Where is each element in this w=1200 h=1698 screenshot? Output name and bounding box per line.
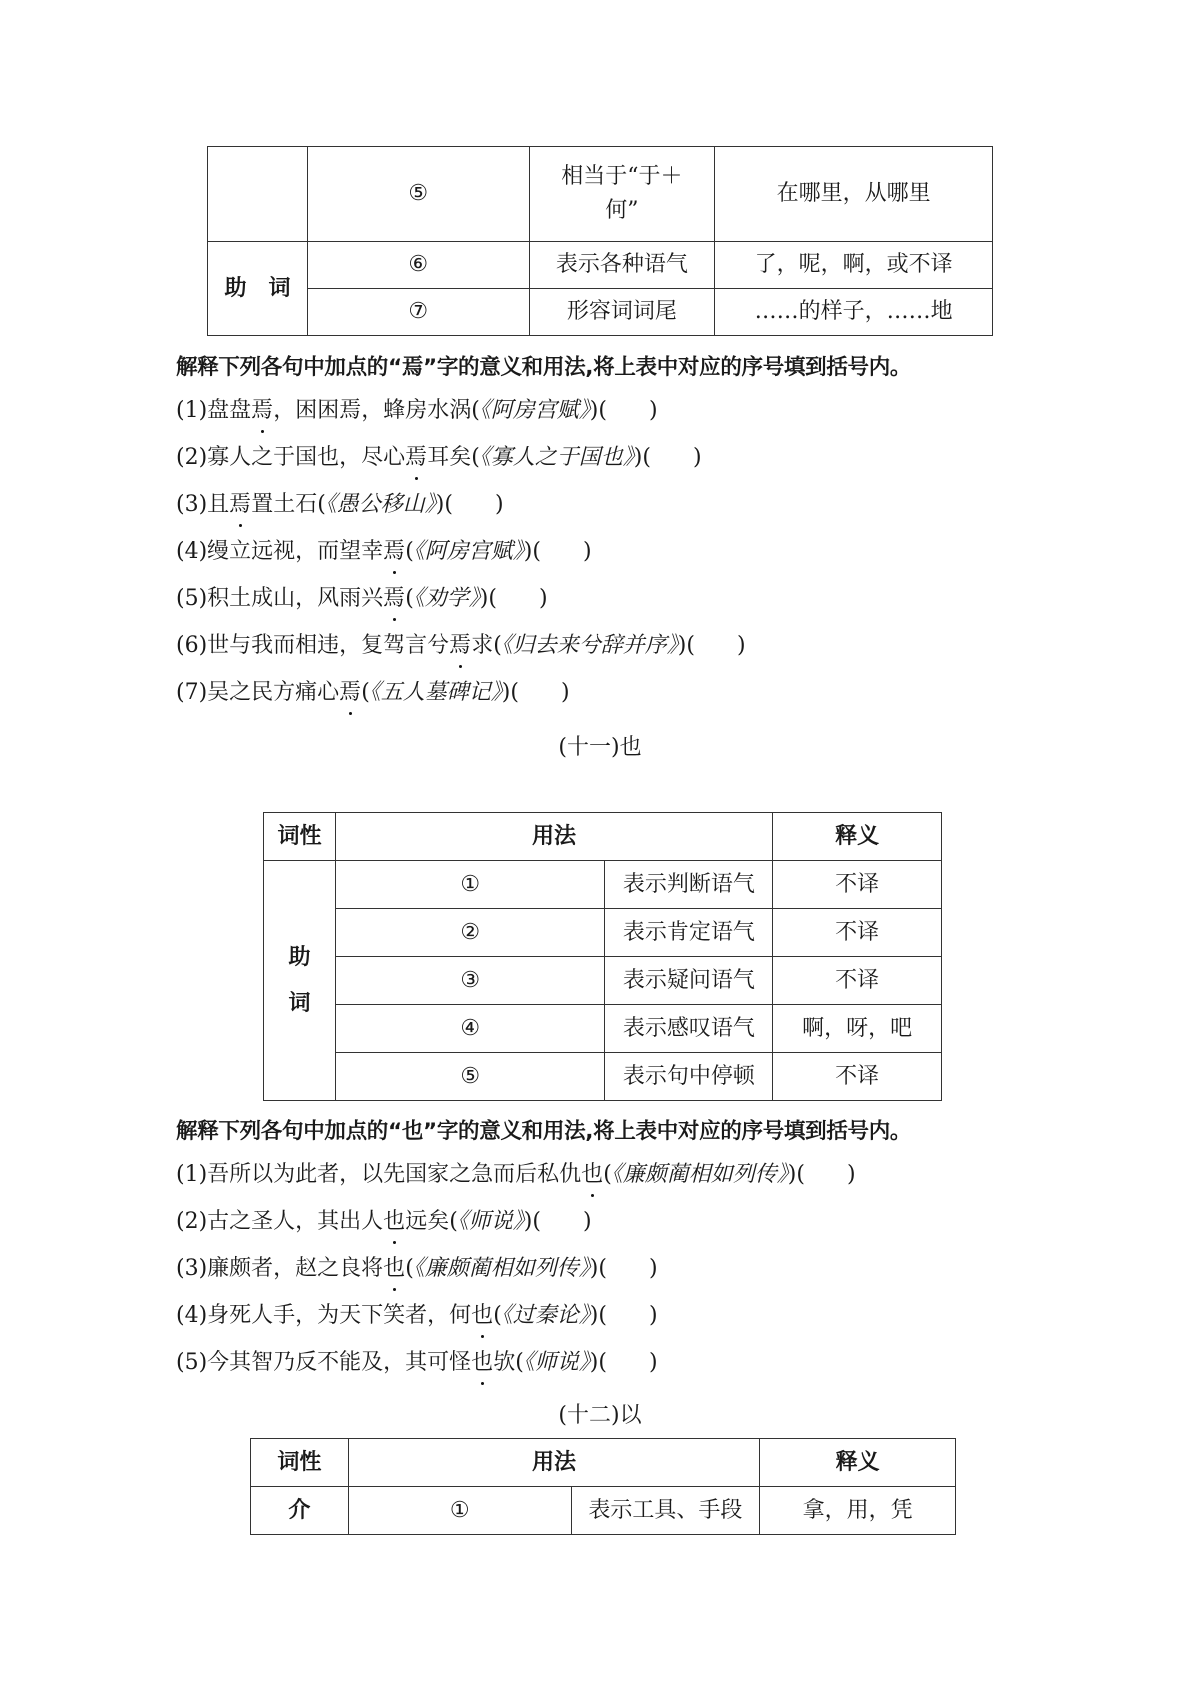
question-text: 远矣(: [405, 1209, 458, 1234]
question-text: (4)缦立远视，而望幸: [176, 539, 384, 564]
yi-usage-table: [250, 1438, 956, 1535]
source-title: 《师说》: [523, 1350, 590, 1375]
source-title: 《阿房宫赋》: [413, 539, 524, 564]
dotted-character: 也: [471, 1298, 493, 1329]
question-text: ): [538, 586, 548, 611]
meaning-cell: 了，呢，啊，或不译: [715, 242, 993, 289]
table-row: [264, 861, 942, 909]
table-header-row: [251, 1439, 956, 1487]
meaning-cell: ……的样子，……地: [715, 289, 993, 336]
question-item: [176, 675, 570, 706]
pos-cell: 助 词: [208, 242, 308, 336]
question-text: )(: [523, 1209, 541, 1234]
dotted-character: 焉: [383, 534, 405, 565]
source-title: 《归去来兮辞并序》: [501, 633, 678, 658]
question-text: ): [648, 1303, 658, 1328]
meaning-cell: 不译: [773, 909, 942, 957]
meaning-cell: 拿，用，凭: [760, 1487, 956, 1535]
question-text: ，困困焉，蜂房水涡(: [273, 398, 480, 423]
question-text: )(: [589, 398, 607, 423]
pos-cell: [264, 861, 336, 1101]
question-text: (3)廉颇者，赵之良将: [176, 1256, 384, 1281]
question-text: ): [846, 1162, 856, 1187]
dotted-character: 焉: [449, 628, 471, 659]
question-text: 欤(: [493, 1350, 524, 1375]
table-row: [208, 289, 993, 336]
usage-cell: 表示感叹语气: [605, 1005, 773, 1053]
header-pos: 词性: [251, 1439, 349, 1487]
yan-instruction: 解释下列各句中加点的“焉”字的意义和用法,将上表中对应的序号填到括号内。: [176, 355, 912, 380]
dotted-character: 焉: [339, 675, 361, 706]
question-text: ): [494, 492, 504, 517]
pos-char: 助: [288, 944, 311, 970]
pos-cell: [208, 147, 308, 242]
question-item: [176, 1345, 658, 1376]
question-text: )(: [435, 492, 453, 517]
usage-cell: 表示肯定语气: [605, 909, 773, 957]
dotted-character: 焉: [383, 581, 405, 612]
question-text: )(: [677, 633, 695, 658]
yan-usage-table: [207, 146, 993, 336]
question-text: (5)积土成山，风雨兴: [176, 586, 384, 611]
source-title: 《阿房宫赋》: [479, 398, 590, 423]
header-meaning: 释义: [773, 813, 942, 861]
question-text: ): [648, 1350, 658, 1375]
question-text: (4)身死人手，为天下笑者，何: [176, 1303, 472, 1328]
question-text: (2)古之圣人，其出人: [176, 1209, 384, 1234]
question-item: [176, 628, 746, 659]
question-text: (7)吴之民方痛心: [176, 680, 340, 705]
number-cell: ①: [335, 861, 605, 909]
usage-cell: 表示工具、手段: [571, 1487, 760, 1535]
pos-cell: 介: [251, 1487, 349, 1535]
number-cell: ⑤: [335, 1053, 605, 1101]
ye-instruction: 解释下列各句中加点的“也”字的意义和用法,将上表中对应的序号填到括号内。: [176, 1119, 912, 1144]
meaning-cell: 不译: [773, 1053, 942, 1101]
question-item: [176, 581, 548, 612]
table-row: [264, 1053, 942, 1101]
question-text: 求(: [471, 633, 502, 658]
source-title: 《愚公移山》: [325, 492, 436, 517]
question-text: ): [560, 680, 570, 705]
section-title-ye: (十一)也: [558, 735, 642, 760]
question-text: (: [603, 1162, 612, 1187]
question-text: )(: [589, 1256, 607, 1281]
meaning-cell: 不译: [773, 957, 942, 1005]
header-usage: 用法: [335, 813, 772, 861]
source-title: 《过秦论》: [501, 1303, 590, 1328]
question-text: (6)世与我而相违，复驾言兮: [176, 633, 450, 658]
dotted-character: 焉: [251, 393, 273, 424]
table-row: [208, 147, 993, 242]
dotted-character: 也: [383, 1251, 405, 1282]
question-item: [176, 440, 702, 471]
question-text: ): [648, 398, 658, 423]
question-item: [176, 534, 592, 565]
question-text: ): [692, 445, 702, 470]
table-row: [264, 909, 942, 957]
header-usage: 用法: [348, 1439, 759, 1487]
number-cell: ④: [335, 1005, 605, 1053]
question-text: )(: [523, 539, 541, 564]
table-row: [251, 1487, 956, 1535]
header-pos: 词性: [264, 813, 336, 861]
dotted-character: 焉: [229, 487, 251, 518]
table-row: [264, 1005, 942, 1053]
question-item: [176, 393, 658, 424]
usage-cell: 表示疑问语气: [605, 957, 773, 1005]
usage-cell: 表示句中停顿: [605, 1053, 773, 1101]
question-item: [176, 1298, 658, 1329]
question-text: ): [648, 1256, 658, 1281]
usage-cell: 表示判断语气: [605, 861, 773, 909]
question-text: ): [582, 539, 592, 564]
usage-cell: 形容词词尾: [529, 289, 715, 336]
dotted-character: 焉: [405, 440, 427, 471]
question-text: 置土石(: [251, 492, 326, 517]
meaning-cell: 在哪里，从哪里: [715, 147, 993, 242]
number-cell: ⑥: [307, 242, 529, 289]
source-title: 《师说》: [457, 1209, 524, 1234]
usage-cell: 表示各种语气: [529, 242, 715, 289]
source-title: 《五人墓碑记》: [369, 680, 502, 705]
question-text: (1)盘盘: [176, 398, 252, 423]
number-cell: ①: [348, 1487, 571, 1535]
source-title: 《寡人之于国也》: [479, 445, 634, 470]
meaning-cell: 不译: [773, 861, 942, 909]
table-row: [264, 957, 942, 1005]
pos-char: 词: [288, 990, 311, 1016]
number-cell: ③: [335, 957, 605, 1005]
question-item: [176, 1251, 658, 1282]
number-cell: ⑤: [307, 147, 529, 242]
question-text: ): [736, 633, 746, 658]
question-text: (: [405, 1256, 414, 1281]
usage-cell: 相当于“于＋何”: [529, 147, 715, 242]
question-text: (1)吾所以为此者，以先国家之急而后私仇: [176, 1162, 582, 1187]
question-text: (: [405, 586, 414, 611]
table-header-row: [264, 813, 942, 861]
question-text: (: [405, 539, 414, 564]
number-cell: ⑦: [307, 289, 529, 336]
header-meaning: 释义: [760, 1439, 956, 1487]
question-item: [176, 1204, 592, 1235]
ye-usage-table: [263, 812, 942, 1101]
question-text: (: [493, 1303, 502, 1328]
question-text: (: [361, 680, 370, 705]
question-text: )(: [479, 586, 497, 611]
question-text: )(: [589, 1350, 607, 1375]
question-text: (2)寡人之于国也，尽心: [176, 445, 406, 470]
question-text: )(: [787, 1162, 805, 1187]
question-text: (5)今其智乃反不能及，其可怪: [176, 1350, 472, 1375]
question-text: )(: [501, 680, 519, 705]
table-row: [208, 242, 993, 289]
number-cell: ②: [335, 909, 605, 957]
source-title: 《廉颇蔺相如列传》: [611, 1162, 788, 1187]
dotted-character: 也: [383, 1204, 405, 1235]
meaning-cell: 啊，呀，吧: [773, 1005, 942, 1053]
dotted-character: 也: [471, 1345, 493, 1376]
source-title: 《劝学》: [413, 586, 480, 611]
question-text: ): [582, 1209, 592, 1234]
section-title-yi: (十二)以: [558, 1403, 642, 1428]
question-text: )(: [589, 1303, 607, 1328]
question-text: )(: [633, 445, 651, 470]
question-item: [176, 1157, 856, 1188]
source-title: 《廉颇蔺相如列传》: [413, 1256, 590, 1281]
question-text: 耳矣(: [427, 445, 480, 470]
question-item: [176, 487, 504, 518]
dotted-character: 也: [581, 1157, 603, 1188]
question-text: (3)且: [176, 492, 230, 517]
